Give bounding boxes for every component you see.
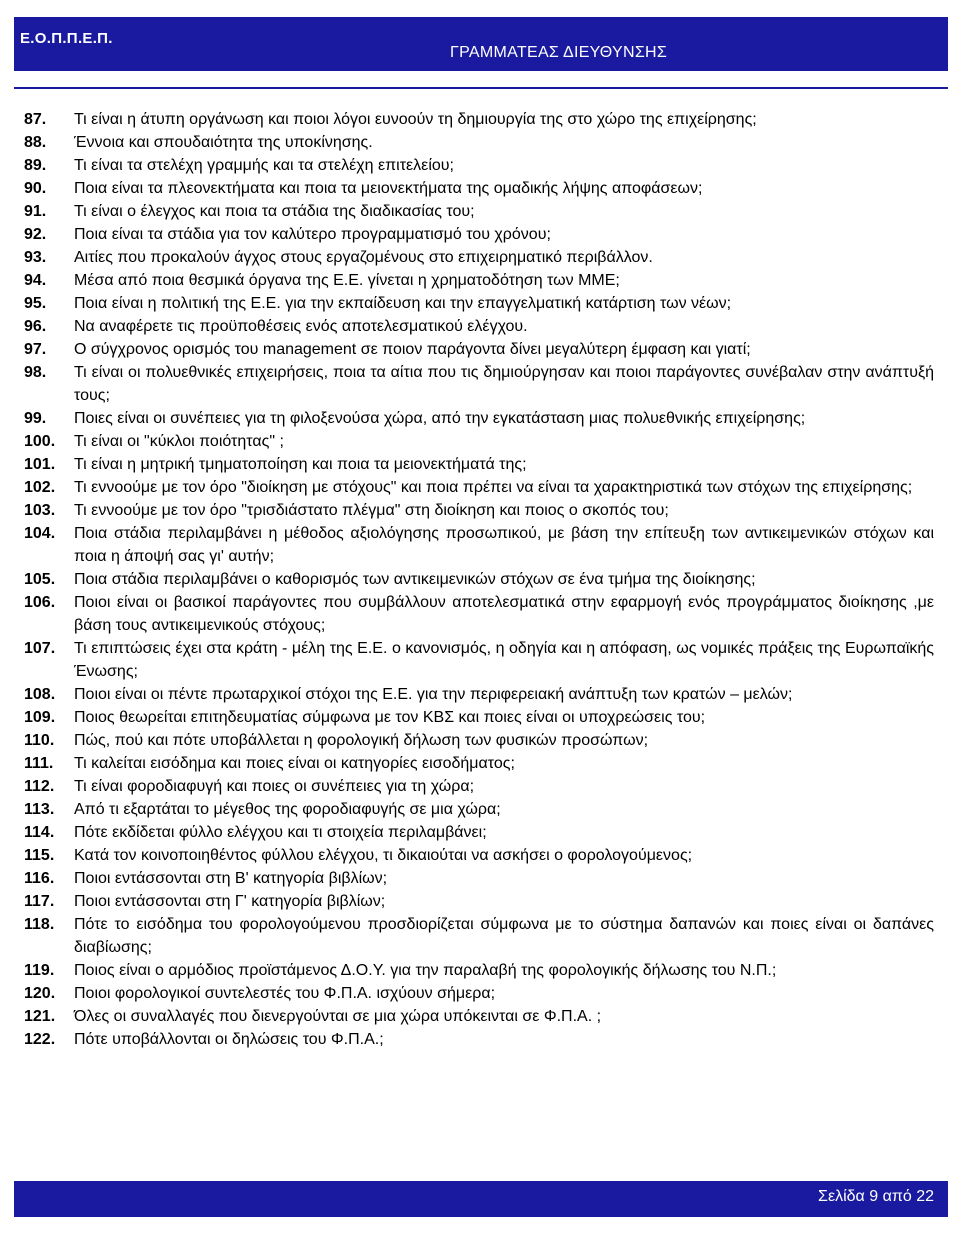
question-text: Να αναφέρετε τις προϋποθέσεις ενός αποτελεσματικού ελέγχου. — [74, 318, 528, 335]
question-number: 117. — [24, 893, 55, 910]
question-number: 114. — [24, 824, 55, 841]
question-text: Ποια στάδια περιλαμβάνει ο καθορισμός των αντικειμενικών στόχων σε ένα τμήμα της διοίκησης; — [74, 571, 756, 588]
question-text: Έννοια και σπουδαιότητα της υποκίνησης. — [74, 134, 373, 151]
question-number: 91. — [24, 203, 47, 220]
question-number: 105. — [24, 571, 56, 588]
question-number: 109. — [24, 709, 56, 726]
question-item — [24, 223, 934, 246]
question-text: Ποια είναι τα πλεονεκτήματα και ποια τα μειονεκτήματα της ομαδικής λήψης αποφάσεων; — [74, 180, 703, 197]
question-text: Πότε το εισόδημα του φορολογούμενου προσδιορίζεται σύμφωνα με το σύστημα δαπανών και ποιες είναι οι δαπάνες διαβίωσης; — [74, 916, 934, 956]
question-item — [24, 798, 934, 821]
question-number: 94. — [24, 272, 47, 289]
question-number: 103. — [24, 502, 56, 519]
question-text: Τι εννοούμε με τον όρο "διοίκηση με στόχους" και ποια πρέπει να είναι τα χαρακτηριστικά των στόχων της επιχείρησης; — [74, 479, 913, 496]
question-item — [24, 683, 934, 706]
question-number: 102. — [24, 479, 56, 496]
question-item — [24, 1005, 934, 1028]
question-item — [24, 1028, 934, 1051]
question-text: Τι επιπτώσεις έχει στα κράτη - μέλη της Ε.Ε. ο κανονισμός, η οδηγία και η απόφαση, ως νομικές πράξεις της Ευρωπαϊκής Ένωσης; — [74, 640, 934, 680]
question-number: 95. — [24, 295, 47, 312]
question-text: Ποια είναι τα στάδια για τον καλύτερο προγραμματισμό του χρόνου; — [74, 226, 551, 243]
question-number: 96. — [24, 318, 47, 335]
question-number: 120. — [24, 985, 56, 1002]
question-number: 112. — [24, 778, 55, 795]
question-text: Τι είναι ο έλεγχος και ποια τα στάδια της διαδικασίας του; — [74, 203, 475, 220]
question-number: 106. — [24, 594, 56, 611]
question-text: Αιτίες που προκαλούν άγχος στους εργαζομένους στο επιχειρηματικό περιβάλλον. — [74, 249, 653, 266]
question-text: Ο σύγχρονος ορισμός του management σε ποιον παράγοντα δίνει μεγαλύτερη έμφαση και γιατί; — [74, 341, 751, 358]
question-text: Όλες οι συναλλαγές που διενεργούνται σε μια χώρα υπόκεινται σε Φ.Π.Α. ; — [74, 1008, 602, 1025]
question-number: 113. — [24, 801, 55, 818]
question-text: Ποιος θεωρείται επιτηδευματίας σύμφωνα με τον ΚΒΣ και ποιες είναι οι υποχρεώσεις του; — [74, 709, 706, 726]
question-text: Πότε υποβάλλονται οι δηλώσεις του Φ.Π.Α.; — [74, 1031, 384, 1048]
question-text: Τι εννοούμε με τον όρο "τρισδιάστατο πλέγμα" στη διοίκηση και ποιος ο σκοπός του; — [74, 502, 669, 519]
question-text: Ποιοι είναι οι βασικοί παράγοντες που συμβάλλουν αποτελεσματικά στην εφαρμογή ενός προγράμματος διοίκησης ,με βάση τους αντικειμενικούς στόχους; — [74, 594, 934, 634]
question-text: Πώς, πού και πότε υποβάλλεται η φορολογική δήλωση των φυσικών προσώπων; — [74, 732, 649, 749]
question-number: 116. — [24, 870, 55, 887]
question-text: Πότε εκδίδεται φύλλο ελέγχου και τι στοιχεία περιλαμβάνει; — [74, 824, 487, 841]
question-number: 99. — [24, 410, 47, 427]
question-number: 108. — [24, 686, 56, 703]
question-text: Μέσα από ποια θεσμικά όργανα της Ε.Ε. γίνεται η χρηματοδότηση των ΜΜΕ; — [74, 272, 620, 289]
question-number: 107. — [24, 640, 56, 657]
question-text: Ποιοι φορολογικοί συντελεστές του Φ.Π.Α. ισχύουν σήμερα; — [74, 985, 496, 1002]
question-item — [24, 453, 934, 476]
question-item — [24, 913, 934, 959]
question-item — [24, 361, 934, 407]
question-item — [24, 591, 934, 637]
question-text: Ποιοι εντάσσονται στη Γ' κατηγορία βιβλίων; — [74, 893, 386, 910]
question-item — [24, 338, 934, 361]
question-number: 92. — [24, 226, 47, 243]
question-item — [24, 131, 934, 154]
question-text: Τι είναι οι πολυεθνικές επιχειρήσεις, ποια τα αίτια που τις δημιούργησαν και ποιοι παράγοντες συνέβαλαν στην ανάπτυξή τους; — [74, 364, 934, 404]
question-item — [24, 499, 934, 522]
question-item — [24, 407, 934, 430]
question-item — [24, 292, 934, 315]
question-item — [24, 108, 934, 131]
question-item — [24, 246, 934, 269]
page-footer — [14, 1181, 948, 1217]
question-number: 101. — [24, 456, 56, 473]
page-header — [14, 17, 948, 71]
question-text: Τι είναι η μητρική τμηματοποίηση και ποια τα μειονεκτήματά της; — [74, 456, 527, 473]
question-item — [24, 522, 934, 568]
question-item — [24, 752, 934, 775]
question-text: Τι είναι η άτυπη οργάνωση και ποιοι λόγοι ευνοούν τη δημιουργία της στο χώρο της επιχείρησης; — [74, 111, 757, 128]
question-number: 87. — [24, 111, 47, 128]
question-text: Ποιοι είναι οι πέντε πρωταρχικοί στόχοι της Ε.Ε. για την περιφερειακή ανάπτυξη των κρατών – μελών; — [74, 686, 793, 703]
question-number: 100. — [24, 433, 56, 450]
question-number: 118. — [24, 916, 55, 933]
question-number: 110. — [24, 732, 55, 749]
question-item — [24, 200, 934, 223]
question-number: 90. — [24, 180, 47, 197]
questions-list — [24, 108, 934, 1051]
question-text: Τι είναι φοροδιαφυγή και ποιες οι συνέπειες για τη χώρα; — [74, 778, 475, 795]
question-text: Ποιες είναι οι συνέπειες για τη φιλοξενούσα χώρα, από την εγκατάσταση μιας πολυεθνικής επιχείρησης; — [74, 410, 806, 427]
question-text: Ποια στάδια περιλαμβάνει η μέθοδος αξιολόγησης προσωπικού, με βάση την επίτευξη των αντικειμενικών στόχων και ποια η άποψή σας γι' αυτήν; — [74, 525, 934, 565]
question-item — [24, 959, 934, 982]
question-item — [24, 821, 934, 844]
question-item — [24, 315, 934, 338]
question-text: Ποια είναι η πολιτική της Ε.Ε. για την εκπαίδευση και την επαγγελματική κατάρτιση των νέων; — [74, 295, 732, 312]
header-title: ΓΡΑΜΜΑΤΕΑΣ ΔΙΕΥΘΥΝΣΗΣ — [450, 44, 668, 61]
question-text: Τι είναι τα στελέχη γραμμής και τα στελέχη επιτελείου; — [74, 157, 454, 174]
question-item — [24, 982, 934, 1005]
question-number: 88. — [24, 134, 47, 151]
question-item — [24, 706, 934, 729]
question-item — [24, 430, 934, 453]
question-item — [24, 890, 934, 913]
question-number: 98. — [24, 364, 47, 381]
question-number: 97. — [24, 341, 47, 358]
question-text: Τι είναι οι "κύκλοι ποιότητας" ; — [74, 433, 284, 450]
question-item — [24, 269, 934, 292]
question-number: 121. — [24, 1008, 56, 1025]
question-item — [24, 729, 934, 752]
question-text: Ποιος είναι ο αρμόδιος προϊστάμενος Δ.Ο.Υ. για την παραλαβή της φορολογικής δήλωσης του Ν.Π.; — [74, 962, 777, 979]
question-number: 89. — [24, 157, 47, 174]
question-item — [24, 568, 934, 591]
question-text: Κατά τον κοινοποιηθέντος φύλλου ελέγχου, τι δικαιούται να ασκήσει ο φορολογούμενος; — [74, 847, 693, 864]
page-number: Σελίδα 9 από 22 — [818, 1188, 934, 1205]
org-name: Ε.Ο.Π.Π.Ε.Π. — [20, 30, 113, 47]
question-item — [24, 476, 934, 499]
question-text: Ποιοι εντάσσονται στη Β' κατηγορία βιβλίων; — [74, 870, 388, 887]
question-item — [24, 177, 934, 200]
question-text: Από τι εξαρτάται το μέγεθος της φοροδιαφυγής σε μια χώρα; — [74, 801, 501, 818]
question-item — [24, 154, 934, 177]
question-number: 115. — [24, 847, 55, 864]
question-number: 111. — [24, 755, 54, 772]
question-text: Τι καλείται εισόδημα και ποιες είναι οι κατηγορίες εισοδήματος; — [74, 755, 515, 772]
header-divider — [14, 87, 948, 89]
question-number: 122. — [24, 1031, 56, 1048]
question-item — [24, 775, 934, 798]
question-item — [24, 867, 934, 890]
question-number: 104. — [24, 525, 56, 542]
question-number: 93. — [24, 249, 47, 266]
question-item — [24, 637, 934, 683]
question-number: 119. — [24, 962, 55, 979]
question-item — [24, 844, 934, 867]
